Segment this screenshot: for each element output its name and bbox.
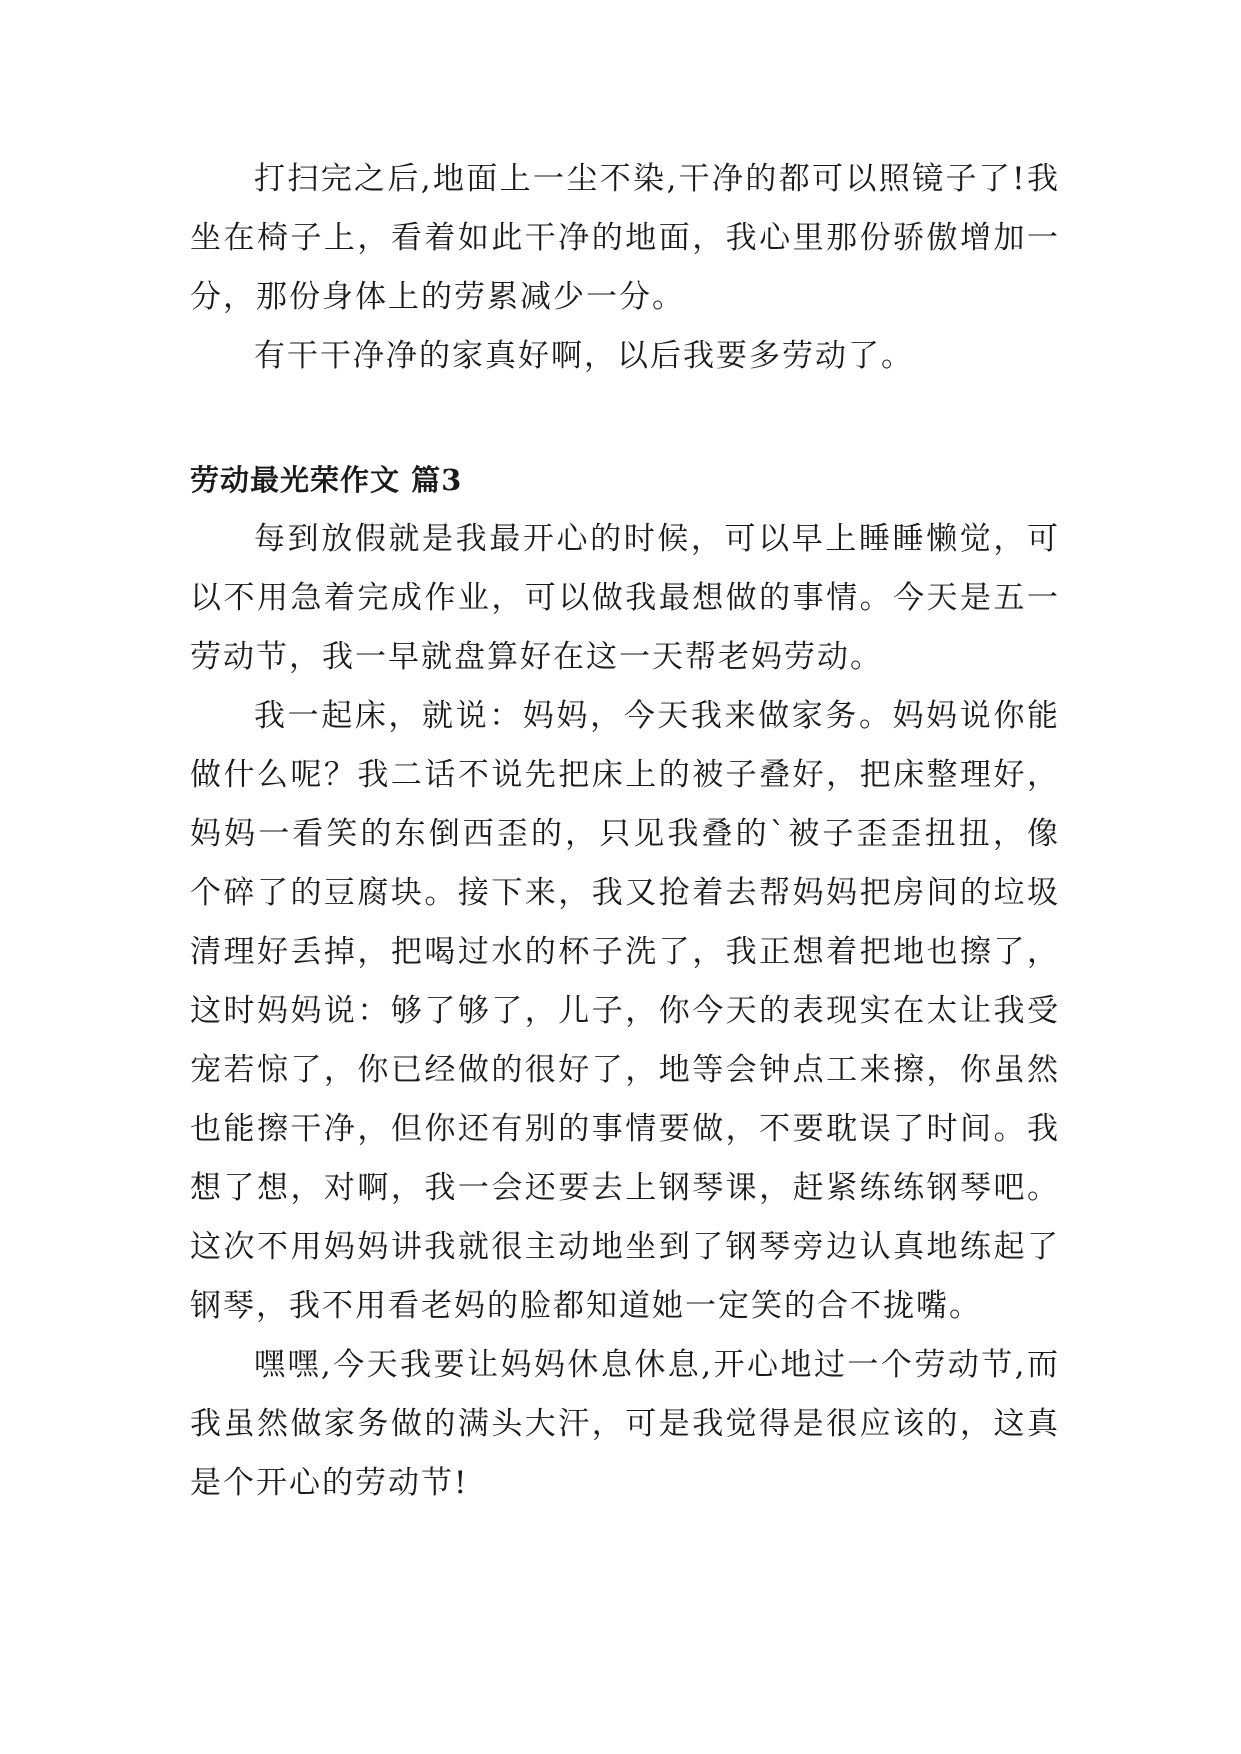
paragraph-cleaning-done: 打扫完之后,地面上一尘不染,干净的都可以照镜子了!我坐在椅子上，看着如此干净的地面，我心里那份骄傲增加一分，那份身体上的劳累减少一分。 xyxy=(190,161,1060,315)
paragraph-clean-home: 有干干净净的家真好啊，以后我要多劳动了。 xyxy=(254,338,914,374)
section-title: 劳动最光荣作文 篇3 xyxy=(190,463,463,497)
paragraph-housework: 我一起床，就说：妈妈，今天我来做家务。妈妈说你能做什么呢？我二话不说先把床上的被子叠好，把床整理好，妈妈一看笑的东倒西歪的，只见我叠的`被子歪歪扭扭，像个碎了的豆腐块。接下来，我又抢着去帮妈妈把房间的垃圾清理好丢掉，把喝过水的杯子洗了，我正想着把地也擦了，这时妈妈说：够了够了，儿子，你今天的表现实在太让我受宠若惊了，你已经做的很好了，地等会钟点工来擦，你虽然也能擦干净，但你还有别的事情要做，不要耽误了时间。我想了想，对啊，我一会还要去上钢琴课，赶紧练练钢琴吧。这次不用妈妈讲我就很主动地坐到了钢琴旁边认真地练起了钢琴，我不用看老妈的脸都知道她一定笑的合不拢嘴。 xyxy=(190,698,1060,1324)
paragraph-holiday: 每到放假就是我最开心的时候，可以早上睡睡懒觉，可以不用急着完成作业，可以做我最想做的事情。今天是五一劳动节，我一早就盘算好在这一天帮老妈劳动。 xyxy=(190,521,1060,675)
paragraph-conclusion: 嘿嘿,今天我要让妈妈休息休息,开心地过一个劳动节,而我虽然做家务做的满头大汗，可是我觉得是很应该的，这真是个开心的劳动节! xyxy=(190,1347,1060,1501)
document-page xyxy=(190,150,1060,1513)
